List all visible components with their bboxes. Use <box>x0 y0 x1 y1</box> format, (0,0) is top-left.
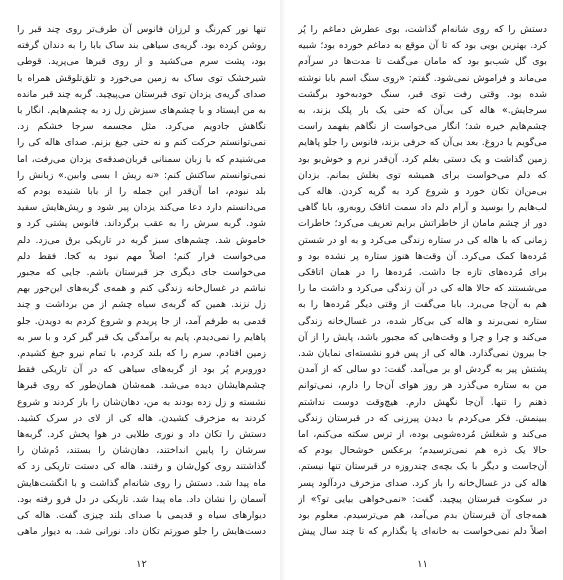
left-page <box>282 0 564 580</box>
left-page-number: ۱۱ <box>417 559 428 570</box>
left-page-text: دستش را که روی شانه‌ام گذاشت، بوی عطرش دماغم را پُر کرد. بهترین بویی بود که تا آن موقع به دماغم خورده بود؛ شبیه بوی گل شب‌بو بود که مامان می‌گفت تا مدت‌ها در سرآدم می‌ماند و فراموش نمی‌شود. گفتم: «روی سنگ اسم بابا نوشته شده بود. وقتی رفت توی قبر، سنگ خودبه‌خود برگشت سرجایش.» هاله کی بی‌آن که حتی یک بار پلک بزند، به چشم‌هایم خیره شد؛ انگار می‌خواست از نگاهم بفهمد راست می‌گویم یا دروغ. بعد بی‌آن که حرفی بزند، فانوس را جلو پاهایم زمین گذاشت و یک دستی بغلم کرد. آن‌قدر نرم و خوش‌بو بود که دلم می‌خواست برای همیشه توی بغلش بمانم. بزدان بی‌من‌ان تکان خورد و شروع کرد به گریه کردن. هاله کی لب‌هایم را بوسید و آرام دلم داد سمت اتاقک روبه‌رو، بابا گاهی دور از چشم مامان از خاطراتش برایم تعریف می‌کرد؛ خاطرات زمانی که با هاله کی در ستاره زندگی می‌کرد و به او در شستن مُرده‌ها کمک می‌کرد. آن وقت‌ها هنوز ستاره پر نشده بود و برای مُرده‌های تازه جا داشت. مُرده‌ها را در همان اتاقکی می‌شستند که حالا هاله کی در آن زندگی می‌کرد و داشت ما را هم به آن‌جا می‌برد. بابا می‌گفت از وقتی دیگر مُرده‌ها را به ستاره نمی‌برند و هاله کی بی‌کار شده، در غسال‌خانه زندگی می‌کند و چرا و چرا و وقت‌هایی که مجبور باشد، پایش را از آن جا بیرون نمی‌گذارد. هاله کی از پس فرو نشسته‌ای نمایان شد. پشتش پیر به گردش او بر می‌آمد. گفت: دو سالی که از آمدن من به ستاره می‌گذرد هر روز هوای آن‌جا را دارم، نمی‌توانم ذهنم را تنها. آن‌جا نگهش دارم. هیچ‌وقت دوست نداشتم ببینمش. فکر می‌کردم با دیدن پیرزنی که در قبرستان زندگی می‌کند و شغلش مُرده‌شویی بوده، از ترس سکته می‌کنم، اما حالا یک ذره هم نمی‌ترسیدم؛ برعکس خوشحال بودم که آن‌جاست و دیگر با یک بچه‌ی چندروزه در قبرستان تنها نیستم. هاله کی در غسال‌خانه را باز کرد. صدای مزخرف دردآلود پسر در سکوت قبرستان پیچید. گفت: «نمی‌خواهی بیایی تو؟» از همه‌جای آن قبرستان بدم می‌آمد، هم می‌ترسیدم. معلوم بود اصلاً دلم نمی‌خواست به خانه‌ای پا بگذارم که تا چند سال پیش <box>298 24 547 538</box>
right-page-text: تنها نور کم‌رنگ و لرزان فانوس آن طرف‌تر روی چند قبر را روشن کرده بود. گریه‌ی سیاهی بند ساک بابا را به دندان گرفته بود، پشت سرم می‌کشید و از روی قبرها می‌پرید. قوطی شیرخشک توی ساک به زمین می‌خورد و تلق‌تلوقش همراه با صدای گریه‌ی یزدان توی قبرستان می‌پیچید. گربه چند قبر مانده به من ایستاد و با چشم‌های سبزش زل زد به چشم‌هایم. انگار با نگاهش جادویم می‌کرد. مثل مجسمه سرجا خشکم زد. نمی‌توانستم حرکت کنم و نه حتی جیغ بزنم. صدای هاله کی را می‌شنیدم که با زبان سمنانی قربان‌صدقه‌ی یزدان می‌رفت، اما نمی‌توانستم ساکتش کنم: «نه ریش ا بسی وابین.» زبانش را بلد نبودم، اما آن‌قدر این جمله را از بابا شنیده بودم که می‌دانستم دارد دعا می‌کند یزدان پیر شود و ریش‌هایش سفید شود. گربه سرش را به عقب برگرداند. فانوس پشتی کرد و خاموش شد. چشم‌های سبز گربه در تاریکی برق می‌زد. دلم می‌خواست فرار کنم؛ اصلاً مهم نبود به کجا. فقط دلم می‌خواست جای دیگری جز قبرستان باشم. جایی که مجبور نباشم در غسال‌خانه زندگی کنم و همه‌ی گربه‌های این‌جور بهم زل نزند. همین که گربه‌ی سیاه چشم از من برداشت و چند قدمی به طرفم آمد، از جا پریدم و شروع کردم به دویدن. جلو پاهایم را نمی‌دیدم. پایم به برآمدگی یک قبر گیر کرد و با سر به زمین افتادم. سرم را که بلند کردم، با تمام نیرو جیغ کشیدم. دوروبرم پُر بود از گربه‌های سیاهی که در آن تاریکی فقط چشم‌هایشان دیده می‌شد. همه‌شان همان‌طور که روی قبرها نشسته و زل زده بودند به من، دهان‌شان را باز کردند و شروع کردند به مزخرف کشیدن. هاله کی از لای در سرک کشید. دستش را تکان داد و نوری طلایی در هوا پخش کرد. گربه‌ها سرشان را پایین انداختند، دهان‌شان را بستند، دُم‌شان را گذاشتند روی کول‌شان و رفتند. هاله کی دستت تاریکی زد که ماه پیدا شد. دستش را روی شانه‌ام گذاشت و با انگشت‌هایش آسمان را نشان داد. ماه پیدا شد. تاریکی در دل فرو رفته بود. دیوارهای سیاه و قدیمی با صدای بلند چیزی گفت. هاله کی دست‌هایش را جلو صورتم تکان داد. نورانی شد. به دیوار ماهی <box>17 24 266 538</box>
right-page-number: ۱۲ <box>136 559 147 570</box>
